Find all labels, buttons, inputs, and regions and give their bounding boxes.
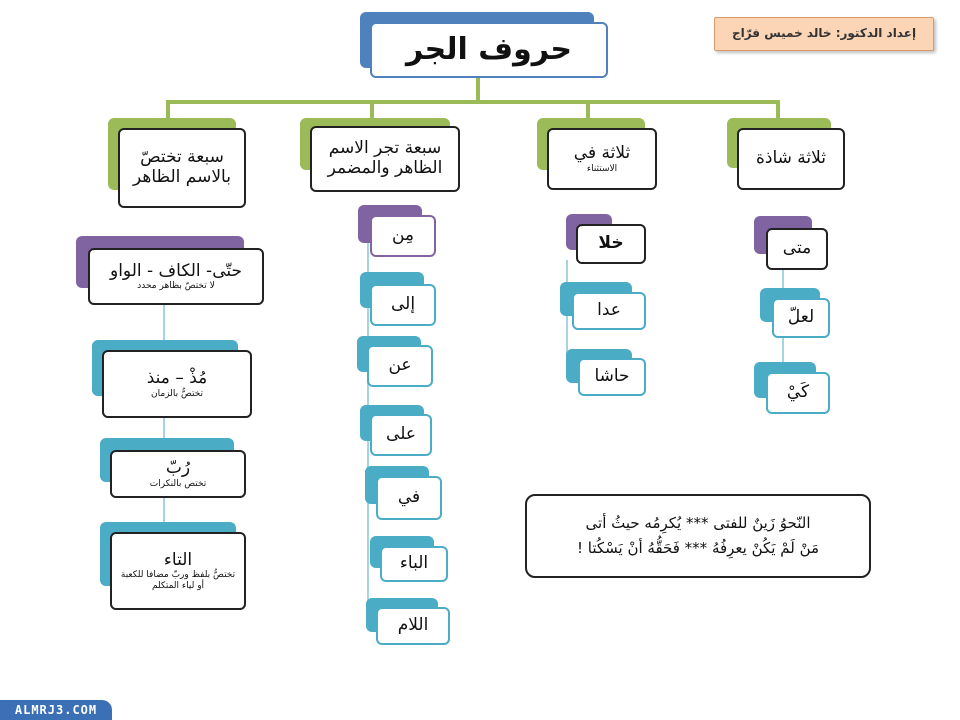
c2-item4-label: على	[386, 424, 416, 445]
c3-item3	[578, 358, 646, 396]
col4-title: ثلاثة شاذة	[755, 148, 827, 169]
c4-item3	[766, 372, 830, 414]
poem-line1: النّحوُ زَينٌ للفتى *** يُكرِمُه حيثُ أتى	[585, 513, 811, 532]
c3-item2	[572, 292, 646, 330]
root-node	[370, 22, 608, 78]
c2-item2-label: إلى	[390, 294, 416, 315]
c1-item4-note: تختصُّ بلفظ وربّ مضافا للكعبة أو لياء المتكلم	[120, 570, 236, 591]
c4-item2	[772, 298, 830, 338]
c3-item2-label: عدا	[597, 300, 621, 321]
c2-item5-label: في	[397, 487, 421, 508]
c3-item3-label: حاشا	[594, 366, 630, 387]
c1-item1	[88, 248, 264, 305]
drop-col1	[166, 100, 170, 120]
c4-item1-label: متى	[782, 238, 812, 259]
c2-item7-label: اللام	[397, 615, 429, 636]
c3-item1-label: خلا	[598, 233, 624, 254]
c2-item2	[370, 284, 436, 326]
c4-item1	[766, 228, 828, 270]
drop-col2	[370, 100, 374, 120]
c1-item3-note: تختص بالنكرات	[149, 478, 207, 489]
poem-box	[525, 494, 871, 578]
col1-title: سبعة تختصّ بالاسم الظاهر	[133, 147, 231, 187]
c2-item6	[380, 546, 448, 582]
c1-item3-main: رُبّ	[165, 458, 191, 479]
col3-header	[547, 128, 657, 190]
c1-item2-note: تختصُّ بالزمان	[150, 388, 204, 399]
c1-item4-main: التاء	[163, 549, 193, 570]
author-label	[714, 17, 934, 51]
c2-item3	[367, 345, 433, 387]
watermark-text: ALMRJ3.COM	[14, 703, 98, 717]
root-title: حروف الجر	[405, 31, 573, 67]
c1-item4	[110, 532, 246, 610]
drop-col4	[776, 100, 780, 120]
c2-item1	[370, 215, 436, 257]
c2-item7	[376, 607, 450, 645]
c4-item3-label: كَيْ	[786, 382, 810, 403]
author-text: إعداد الدكتور: خالد خميس فرّاج	[731, 26, 917, 41]
col4-header	[737, 128, 845, 190]
c1-item3	[110, 450, 246, 498]
c1-item2	[102, 350, 252, 418]
horizontal-connector	[168, 100, 780, 104]
drop-col3	[586, 100, 590, 120]
c2-item1-label: مِن	[391, 225, 415, 246]
c2-item3-label: عن	[388, 355, 412, 376]
c1-item1-main: حتّى- الكاف - الواو	[110, 260, 242, 281]
c2-item4	[370, 414, 432, 456]
watermark-badge	[0, 700, 112, 720]
col3-subtitle: الاستثناء	[586, 163, 618, 174]
col3-title: ثلاثة في	[573, 143, 631, 164]
c2-item6-label: الباء	[399, 553, 429, 574]
col2-title: سبعة تجر الاسم الظاهر والمضمر	[327, 138, 443, 178]
c4-item2-label: لعلّ	[787, 307, 815, 328]
poem-line2: مَنْ لَمْ يَكُنْ يعرِفُهُ *** فَحَقُّهُ أنْ يَسْكُتا !	[576, 539, 820, 557]
c1-item2-main: مُذْ – منذ	[146, 368, 208, 389]
col1-header	[118, 128, 246, 208]
root-connector	[476, 78, 480, 102]
c3-item1	[576, 224, 646, 264]
col2-header	[310, 126, 460, 192]
c1-item1-note: لا تختصّ بظاهر محدد	[137, 281, 215, 292]
c2-item5	[376, 476, 442, 520]
